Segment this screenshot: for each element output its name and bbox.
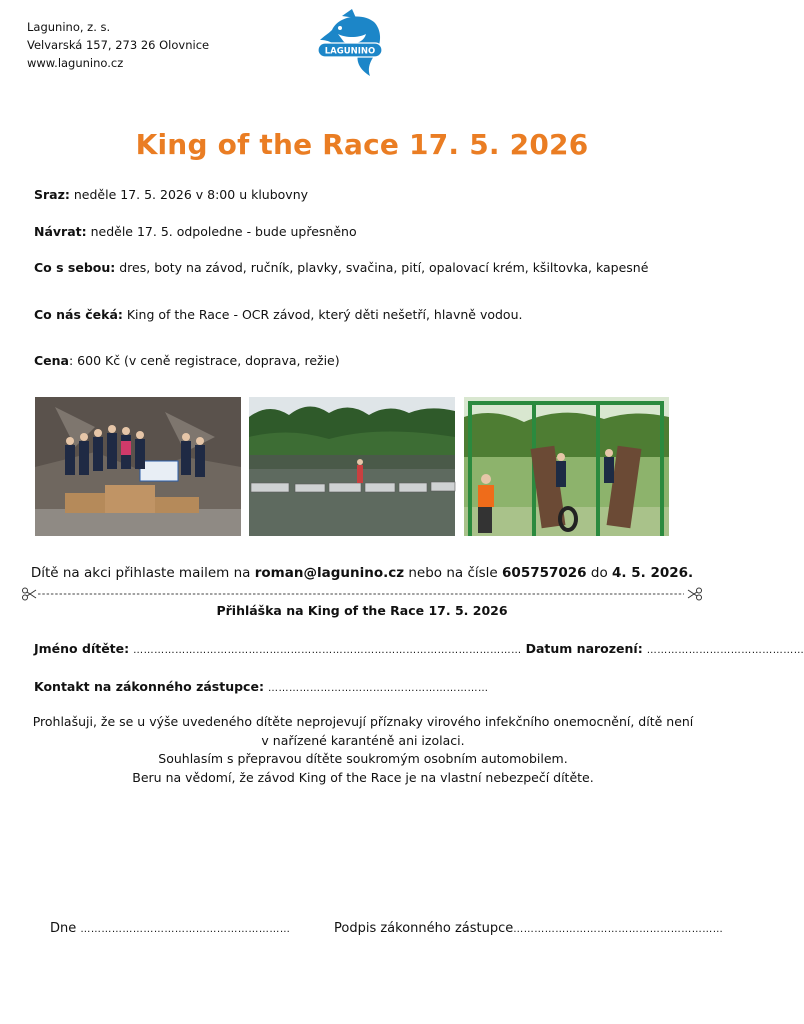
- child-name-field[interactable]: …………………………………………………………………………………………………: [133, 645, 522, 656]
- contact-prefix: Dítě na akci přihlaste mailem na: [30, 565, 255, 581]
- org-address: Velvarská 157, 273 26 Olovnice: [27, 38, 210, 52]
- declaration-health: Prohlašuji, že se u výše uvedeného dítěte neprojevují příznaky virového infekčního onemocnění, dítě není v nařízené karanténě ani izolaci.: [32, 714, 694, 748]
- guardian-contact-label: Kontakt na zákonného zástupce:: [34, 679, 264, 694]
- birth-date-field[interactable]: ………………………………………: [646, 645, 804, 656]
- signature-row: [334, 921, 723, 936]
- sebou-label: Co s sebou:: [34, 260, 116, 275]
- lagunino-logo: [312, 10, 388, 80]
- photo-obstacle: [464, 397, 669, 536]
- declaration-block: [30, 713, 696, 787]
- ceka-label: Co nás čeká:: [34, 307, 123, 322]
- declaration-transport: Souhlasím s přepravou dítěte soukromým osobním automobilem.: [158, 751, 568, 766]
- contact-line: [0, 565, 724, 581]
- date-row: [50, 921, 290, 936]
- contact-middle: nebo na čísle: [404, 565, 503, 581]
- page-title: King of the Race 17. 5. 2026: [135, 128, 589, 161]
- signature-field[interactable]: ……………………………………………………: [513, 924, 724, 935]
- form-title: Přihláška na King of the Race 17. 5. 2026: [216, 603, 508, 618]
- date-label: Dne: [50, 921, 81, 936]
- sraz-label: Sraz:: [34, 187, 70, 202]
- contact-email[interactable]: roman@lagunino.cz: [254, 565, 405, 581]
- form-row-child: [34, 641, 804, 656]
- cena-label: Cena: [34, 353, 69, 368]
- child-name-label: Jméno dítěte:: [34, 641, 130, 656]
- contact-phone: 605757026: [502, 565, 587, 581]
- navrat-value: neděle 17. 5. odpoledne - bude upřesněno: [86, 224, 357, 239]
- info-ceka: [34, 307, 522, 323]
- info-sebou: [34, 260, 648, 276]
- declaration-risk: Beru na vědomí, že závod King of the Race je na vlastní nebezpečí dítěte.: [132, 769, 594, 785]
- sebou-value: dres, boty na závod, ručník, plavky, svačina, pití, opalovací krém, kšiltovka, kapesné: [115, 260, 649, 275]
- birth-date-label: Datum narození:: [525, 641, 643, 656]
- scissors-icon-right: [688, 588, 702, 600]
- navrat-label: Návrat:: [34, 224, 87, 239]
- info-sraz: [34, 187, 308, 203]
- contact-before-date: do: [586, 565, 612, 581]
- photo-pond: [249, 397, 455, 536]
- info-navrat: [34, 224, 357, 240]
- org-website: www.lagunino.cz: [27, 56, 124, 70]
- ceka-value: King of the Race - OCR závod, který děti nešetří, hlavně vodou.: [122, 307, 523, 322]
- signature-label: Podpis zákonného zástupce: [334, 921, 514, 936]
- date-field[interactable]: ……………………………………………………: [80, 924, 291, 935]
- org-name: Lagunino, z. s.: [27, 20, 111, 34]
- guardian-contact-field[interactable]: ………………………………………………………: [267, 683, 489, 694]
- sraz-value: neděle 17. 5. 2026 v 8:00 u klubovny: [69, 187, 309, 202]
- form-row-guardian: [34, 679, 488, 694]
- scissors-icon-left: [23, 588, 37, 600]
- logo-text: LAGUNINO: [324, 46, 376, 57]
- info-cena: [34, 353, 340, 369]
- cena-value: : 600 Kč (v ceně registrace, doprava, režie): [69, 353, 340, 368]
- cut-line: [22, 586, 702, 600]
- contact-deadline: 4. 5. 2026.: [612, 565, 694, 581]
- photo-podium: [35, 397, 241, 536]
